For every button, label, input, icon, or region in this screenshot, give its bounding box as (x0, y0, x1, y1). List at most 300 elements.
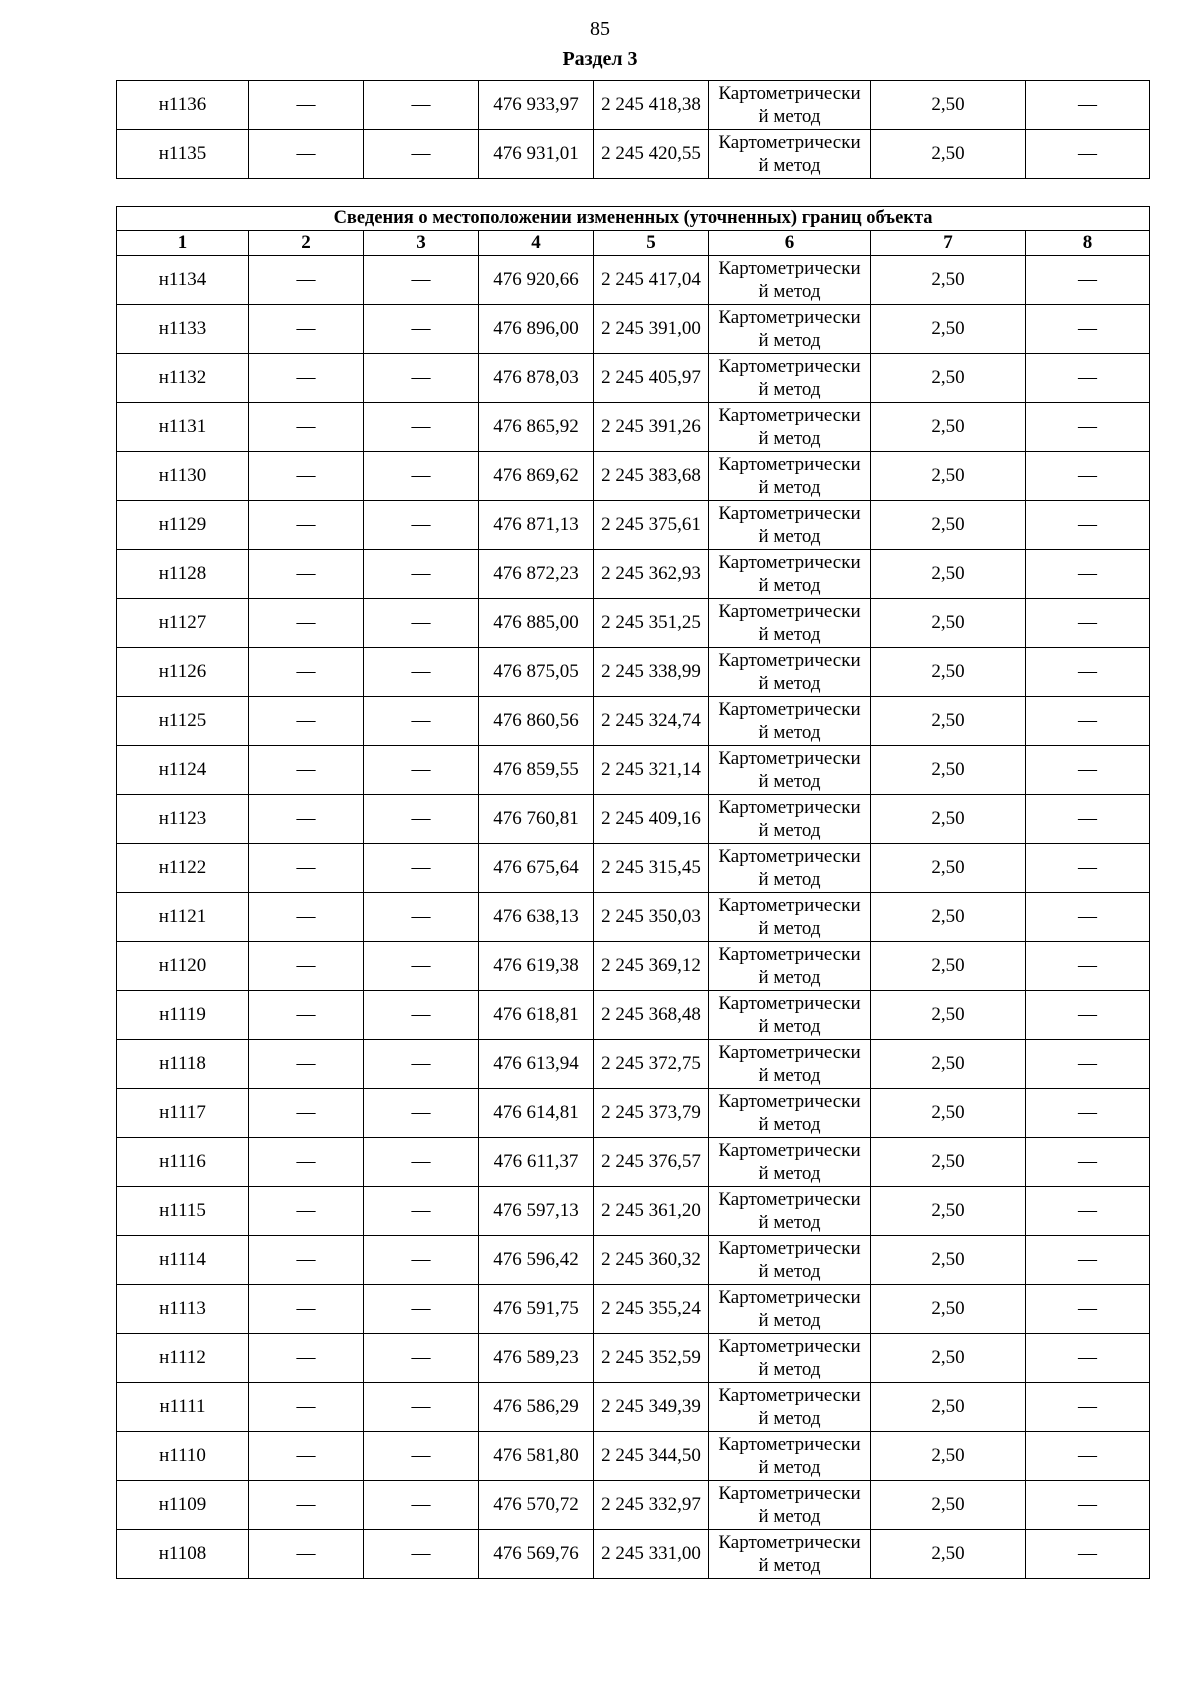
method-text-line-2: й метод (758, 1016, 821, 1037)
table-row (117, 893, 1150, 942)
description-cell: — (1026, 1383, 1150, 1432)
table-row (117, 1334, 1150, 1383)
y-coordinate-cell: 2 245 352,59 (594, 1334, 709, 1383)
table-row (117, 697, 1150, 746)
description-cell: — (1026, 1285, 1150, 1334)
precision-cell: 2,50 (871, 1334, 1026, 1383)
method-text-line-1: Картометрически (718, 1385, 861, 1406)
table-row (117, 81, 1150, 130)
empty-coordinate-cell: — (249, 893, 364, 942)
precision-cell: 2,50 (871, 697, 1026, 746)
y-coordinate-cell: 2 245 391,00 (594, 305, 709, 354)
empty-coordinate-cell: — (364, 81, 479, 130)
method-cell (709, 991, 871, 1040)
y-coordinate-cell: 2 245 369,12 (594, 942, 709, 991)
boundary-coordinates-body (117, 256, 1150, 1579)
description-cell: — (1026, 501, 1150, 550)
method-cell (709, 1089, 871, 1138)
x-coordinate-cell: 476 875,05 (479, 648, 594, 697)
table-row (117, 305, 1150, 354)
method-cell (709, 795, 871, 844)
description-cell: — (1026, 452, 1150, 501)
method-text-line-2: й метод (758, 918, 821, 939)
y-coordinate-cell: 2 245 321,14 (594, 746, 709, 795)
point-name-cell: н1123 (117, 795, 249, 844)
empty-coordinate-cell: — (364, 1432, 479, 1481)
method-text-line-2: й метод (758, 1212, 821, 1233)
method-text-line-1: Картометрически (718, 748, 861, 769)
point-name-cell: н1136 (117, 81, 249, 130)
empty-coordinate-cell: — (364, 1383, 479, 1432)
method-text-line-1: Картометрически (718, 552, 861, 573)
empty-coordinate-cell: — (249, 746, 364, 795)
method-text-line-2: й метод (758, 1506, 821, 1527)
empty-coordinate-cell: — (249, 1530, 364, 1579)
y-coordinate-cell: 2 245 418,38 (594, 81, 709, 130)
description-cell: — (1026, 1040, 1150, 1089)
method-text-line-2: й метод (758, 1408, 821, 1429)
table-caption-row (117, 207, 1150, 231)
empty-coordinate-cell: — (364, 991, 479, 1040)
y-coordinate-cell: 2 245 383,68 (594, 452, 709, 501)
table-row (117, 1383, 1150, 1432)
table-row (117, 1089, 1150, 1138)
method-cell (709, 550, 871, 599)
method-text-line-2: й метод (758, 1310, 821, 1331)
point-name-cell: н1115 (117, 1187, 249, 1236)
point-name-cell: н1126 (117, 648, 249, 697)
point-name-cell: н1111 (117, 1383, 249, 1432)
method-text-line-1: Картометрически (718, 1189, 861, 1210)
column-number-header: 4 (479, 231, 594, 256)
method-text-line-2: й метод (758, 869, 821, 890)
table-row (117, 1285, 1150, 1334)
method-text-line-1: Картометрически (718, 797, 861, 818)
method-text-line-1: Картометрически (718, 993, 861, 1014)
point-name-cell: н1118 (117, 1040, 249, 1089)
description-cell: — (1026, 599, 1150, 648)
point-name-cell: н1109 (117, 1481, 249, 1530)
empty-coordinate-cell: — (364, 844, 479, 893)
empty-coordinate-cell: — (364, 452, 479, 501)
y-coordinate-cell: 2 245 324,74 (594, 697, 709, 746)
method-text-line-2: й метод (758, 379, 821, 400)
description-cell: — (1026, 354, 1150, 403)
table-row (117, 403, 1150, 452)
x-coordinate-cell: 476 896,00 (479, 305, 594, 354)
point-name-cell: н1112 (117, 1334, 249, 1383)
empty-coordinate-cell: — (249, 1481, 364, 1530)
point-name-cell: н1113 (117, 1285, 249, 1334)
empty-coordinate-cell: — (364, 1530, 479, 1579)
table-row (117, 1187, 1150, 1236)
method-cell (709, 81, 871, 130)
method-text-line-2: й метод (758, 477, 821, 498)
empty-coordinate-cell: — (249, 1236, 364, 1285)
method-cell (709, 452, 871, 501)
method-cell (709, 1432, 871, 1481)
method-text-line-1: Картометрически (718, 1091, 861, 1112)
empty-coordinate-cell: — (249, 403, 364, 452)
empty-coordinate-cell: — (249, 256, 364, 305)
description-cell: — (1026, 893, 1150, 942)
description-cell: — (1026, 648, 1150, 697)
point-name-cell: н1133 (117, 305, 249, 354)
column-number-header: 1 (117, 231, 249, 256)
precision-cell: 2,50 (871, 648, 1026, 697)
y-coordinate-cell: 2 245 361,20 (594, 1187, 709, 1236)
empty-coordinate-cell: — (364, 1040, 479, 1089)
empty-coordinate-cell: — (364, 1138, 479, 1187)
table-row (117, 452, 1150, 501)
precision-cell: 2,50 (871, 1236, 1026, 1285)
x-coordinate-cell: 476 618,81 (479, 991, 594, 1040)
description-cell: — (1026, 305, 1150, 354)
point-name-cell: н1134 (117, 256, 249, 305)
x-coordinate-cell: 476 860,56 (479, 697, 594, 746)
empty-coordinate-cell: — (364, 1285, 479, 1334)
method-text-line-1: Картометрически (718, 1042, 861, 1063)
description-cell: — (1026, 1530, 1150, 1579)
empty-coordinate-cell: — (249, 354, 364, 403)
precision-cell: 2,50 (871, 1383, 1026, 1432)
description-cell: — (1026, 1334, 1150, 1383)
method-cell (709, 305, 871, 354)
method-cell (709, 1334, 871, 1383)
point-name-cell: н1122 (117, 844, 249, 893)
method-text-line-1: Картометрически (718, 601, 861, 622)
empty-coordinate-cell: — (364, 354, 479, 403)
precision-cell: 2,50 (871, 550, 1026, 599)
section-title: Раздел 3 (562, 48, 638, 70)
table-row (117, 1040, 1150, 1089)
precision-cell: 2,50 (871, 452, 1026, 501)
method-text-line-1: Картометрически (718, 132, 861, 153)
x-coordinate-cell: 476 614,81 (479, 1089, 594, 1138)
empty-coordinate-cell: — (249, 844, 364, 893)
table-row (117, 256, 1150, 305)
description-cell: — (1026, 942, 1150, 991)
table-row (117, 599, 1150, 648)
method-cell (709, 599, 871, 648)
empty-coordinate-cell: — (364, 599, 479, 648)
y-coordinate-cell: 2 245 355,24 (594, 1285, 709, 1334)
precision-cell: 2,50 (871, 354, 1026, 403)
point-name-cell: н1110 (117, 1432, 249, 1481)
table-row (117, 130, 1150, 179)
precision-cell: 2,50 (871, 795, 1026, 844)
point-name-cell: н1129 (117, 501, 249, 550)
boundary-coordinates-table (116, 206, 1150, 1579)
method-text-line-1: Картометрически (718, 1336, 861, 1357)
empty-coordinate-cell: — (249, 305, 364, 354)
precision-cell: 2,50 (871, 130, 1026, 179)
method-cell (709, 130, 871, 179)
method-cell (709, 1383, 871, 1432)
table-row (117, 1530, 1150, 1579)
point-name-cell: н1116 (117, 1138, 249, 1187)
y-coordinate-cell: 2 245 349,39 (594, 1383, 709, 1432)
method-cell (709, 1285, 871, 1334)
method-text-line-1: Картометрически (718, 1287, 861, 1308)
method-cell (709, 501, 871, 550)
precision-cell: 2,50 (871, 256, 1026, 305)
method-text-line-1: Картометрически (718, 1532, 861, 1553)
description-cell: — (1026, 795, 1150, 844)
empty-coordinate-cell: — (249, 599, 364, 648)
y-coordinate-cell: 2 245 417,04 (594, 256, 709, 305)
empty-coordinate-cell: — (364, 746, 479, 795)
table-row (117, 746, 1150, 795)
method-cell (709, 256, 871, 305)
x-coordinate-cell: 476 869,62 (479, 452, 594, 501)
description-cell: — (1026, 1236, 1150, 1285)
method-text-line-2: й метод (758, 673, 821, 694)
y-coordinate-cell: 2 245 360,32 (594, 1236, 709, 1285)
empty-coordinate-cell: — (364, 1481, 479, 1530)
method-text-line-1: Картометрически (718, 699, 861, 720)
table-row (117, 844, 1150, 893)
table-row (117, 1138, 1150, 1187)
precision-cell: 2,50 (871, 1481, 1026, 1530)
table-row (117, 648, 1150, 697)
method-cell (709, 1138, 871, 1187)
precision-cell: 2,50 (871, 1040, 1026, 1089)
description-cell: — (1026, 130, 1150, 179)
page-number: 85 (590, 18, 610, 40)
empty-coordinate-cell: — (249, 452, 364, 501)
description-cell: — (1026, 697, 1150, 746)
empty-coordinate-cell: — (364, 795, 479, 844)
table-row (117, 795, 1150, 844)
empty-coordinate-cell: — (249, 697, 364, 746)
precision-cell: 2,50 (871, 81, 1026, 130)
description-cell: — (1026, 746, 1150, 795)
empty-coordinate-cell: — (249, 81, 364, 130)
method-text-line-2: й метод (758, 771, 821, 792)
x-coordinate-cell: 476 613,94 (479, 1040, 594, 1089)
precision-cell: 2,50 (871, 1432, 1026, 1481)
description-cell: — (1026, 1481, 1150, 1530)
point-name-cell: н1114 (117, 1236, 249, 1285)
description-cell: — (1026, 991, 1150, 1040)
method-cell (709, 648, 871, 697)
method-text-line-1: Картометрически (718, 650, 861, 671)
method-text-line-1: Картометрически (718, 895, 861, 916)
empty-coordinate-cell: — (249, 991, 364, 1040)
empty-coordinate-cell: — (249, 648, 364, 697)
method-cell (709, 1530, 871, 1579)
precision-cell: 2,50 (871, 403, 1026, 452)
precision-cell: 2,50 (871, 746, 1026, 795)
table-row (117, 1432, 1150, 1481)
precision-cell: 2,50 (871, 844, 1026, 893)
method-text-line-1: Картометрически (718, 1483, 861, 1504)
method-cell (709, 893, 871, 942)
empty-coordinate-cell: — (249, 1138, 364, 1187)
point-name-cell: н1125 (117, 697, 249, 746)
x-coordinate-cell: 476 638,13 (479, 893, 594, 942)
x-coordinate-cell: 476 865,92 (479, 403, 594, 452)
description-cell: — (1026, 81, 1150, 130)
column-number-header: 7 (871, 231, 1026, 256)
empty-coordinate-cell: — (364, 305, 479, 354)
column-number-header: 2 (249, 231, 364, 256)
method-text-line-1: Картометрически (718, 1238, 861, 1259)
empty-coordinate-cell: — (249, 1040, 364, 1089)
precision-cell: 2,50 (871, 1285, 1026, 1334)
empty-coordinate-cell: — (364, 1089, 479, 1138)
x-coordinate-cell: 476 569,76 (479, 1530, 594, 1579)
point-name-cell: н1130 (117, 452, 249, 501)
method-cell (709, 942, 871, 991)
method-text-line-2: й метод (758, 281, 821, 302)
empty-coordinate-cell: — (249, 1187, 364, 1236)
x-coordinate-cell: 476 933,97 (479, 81, 594, 130)
empty-coordinate-cell: — (364, 893, 479, 942)
table-caption: Сведения о местоположении измененных (уточненных) границ объекта (117, 207, 1150, 231)
point-name-cell: н1117 (117, 1089, 249, 1138)
y-coordinate-cell: 2 245 409,16 (594, 795, 709, 844)
method-text-line-2: й метод (758, 1457, 821, 1478)
x-coordinate-cell: 476 619,38 (479, 942, 594, 991)
description-cell: — (1026, 1187, 1150, 1236)
empty-coordinate-cell: — (249, 1334, 364, 1383)
precision-cell: 2,50 (871, 1089, 1026, 1138)
empty-coordinate-cell: — (364, 942, 479, 991)
x-coordinate-cell: 476 760,81 (479, 795, 594, 844)
table-row (117, 1481, 1150, 1530)
x-coordinate-cell: 476 589,23 (479, 1334, 594, 1383)
column-number-header: 5 (594, 231, 709, 256)
empty-coordinate-cell: — (364, 1187, 479, 1236)
method-text-line-2: й метод (758, 575, 821, 596)
x-coordinate-cell: 476 885,00 (479, 599, 594, 648)
method-text-line-1: Картометрически (718, 1140, 861, 1161)
point-name-cell: н1108 (117, 1530, 249, 1579)
point-name-cell: н1119 (117, 991, 249, 1040)
description-cell: — (1026, 1432, 1150, 1481)
empty-coordinate-cell: — (364, 130, 479, 179)
continuation-table-body (117, 81, 1150, 179)
method-cell (709, 746, 871, 795)
x-coordinate-cell: 476 878,03 (479, 354, 594, 403)
empty-coordinate-cell: — (364, 501, 479, 550)
table-row (117, 991, 1150, 1040)
empty-coordinate-cell: — (249, 1383, 364, 1432)
empty-coordinate-cell: — (364, 1236, 479, 1285)
precision-cell: 2,50 (871, 305, 1026, 354)
method-cell (709, 1236, 871, 1285)
precision-cell: 2,50 (871, 1187, 1026, 1236)
method-text-line-1: Картометрически (718, 83, 861, 104)
empty-coordinate-cell: — (364, 403, 479, 452)
point-name-cell: н1132 (117, 354, 249, 403)
precision-cell: 2,50 (871, 1530, 1026, 1579)
method-text-line-1: Картометрически (718, 405, 861, 426)
precision-cell: 2,50 (871, 501, 1026, 550)
x-coordinate-cell: 476 596,42 (479, 1236, 594, 1285)
y-coordinate-cell: 2 245 376,57 (594, 1138, 709, 1187)
method-text-line-2: й метод (758, 1261, 821, 1282)
method-text-line-2: й метод (758, 155, 821, 176)
point-name-cell: н1127 (117, 599, 249, 648)
empty-coordinate-cell: — (249, 1089, 364, 1138)
method-text-line-2: й метод (758, 330, 821, 351)
precision-cell: 2,50 (871, 991, 1026, 1040)
point-name-cell: н1128 (117, 550, 249, 599)
point-name-cell: н1121 (117, 893, 249, 942)
y-coordinate-cell: 2 245 391,26 (594, 403, 709, 452)
column-number-header: 3 (364, 231, 479, 256)
description-cell: — (1026, 550, 1150, 599)
x-coordinate-cell: 476 586,29 (479, 1383, 594, 1432)
method-text-line-2: й метод (758, 526, 821, 547)
empty-coordinate-cell: — (249, 130, 364, 179)
table-row (117, 354, 1150, 403)
method-cell (709, 354, 871, 403)
precision-cell: 2,50 (871, 942, 1026, 991)
table-row (117, 942, 1150, 991)
method-text-line-1: Картометрически (718, 846, 861, 867)
method-text-line-1: Картометрически (718, 356, 861, 377)
method-text-line-1: Картометрически (718, 1434, 861, 1455)
description-cell: — (1026, 256, 1150, 305)
y-coordinate-cell: 2 245 315,45 (594, 844, 709, 893)
y-coordinate-cell: 2 245 350,03 (594, 893, 709, 942)
y-coordinate-cell: 2 245 420,55 (594, 130, 709, 179)
method-cell (709, 1481, 871, 1530)
method-text-line-2: й метод (758, 1163, 821, 1184)
x-coordinate-cell: 476 611,37 (479, 1138, 594, 1187)
x-coordinate-cell: 476 871,13 (479, 501, 594, 550)
x-coordinate-cell: 476 859,55 (479, 746, 594, 795)
x-coordinate-cell: 476 675,64 (479, 844, 594, 893)
column-number-header: 6 (709, 231, 871, 256)
empty-coordinate-cell: — (249, 795, 364, 844)
method-text-line-2: й метод (758, 428, 821, 449)
method-text-line-2: й метод (758, 1555, 821, 1576)
precision-cell: 2,50 (871, 599, 1026, 648)
method-cell (709, 1040, 871, 1089)
method-cell (709, 403, 871, 452)
y-coordinate-cell: 2 245 331,00 (594, 1530, 709, 1579)
method-text-line-1: Картометрически (718, 258, 861, 279)
table-row (117, 501, 1150, 550)
empty-coordinate-cell: — (364, 697, 479, 746)
description-cell: — (1026, 403, 1150, 452)
x-coordinate-cell: 476 591,75 (479, 1285, 594, 1334)
empty-coordinate-cell: — (249, 1285, 364, 1334)
point-name-cell: н1120 (117, 942, 249, 991)
empty-coordinate-cell: — (249, 501, 364, 550)
method-text-line-1: Картометрически (718, 307, 861, 328)
method-text-line-2: й метод (758, 624, 821, 645)
method-text-line-2: й метод (758, 1114, 821, 1135)
y-coordinate-cell: 2 245 332,97 (594, 1481, 709, 1530)
y-coordinate-cell: 2 245 338,99 (594, 648, 709, 697)
point-name-cell: н1124 (117, 746, 249, 795)
empty-coordinate-cell: — (364, 648, 479, 697)
precision-cell: 2,50 (871, 1138, 1026, 1187)
column-number-header: 8 (1026, 231, 1150, 256)
x-coordinate-cell: 476 872,23 (479, 550, 594, 599)
empty-coordinate-cell: — (249, 550, 364, 599)
method-cell (709, 844, 871, 893)
method-text-line-2: й метод (758, 1065, 821, 1086)
empty-coordinate-cell: — (364, 256, 479, 305)
continuation-table (116, 80, 1150, 179)
